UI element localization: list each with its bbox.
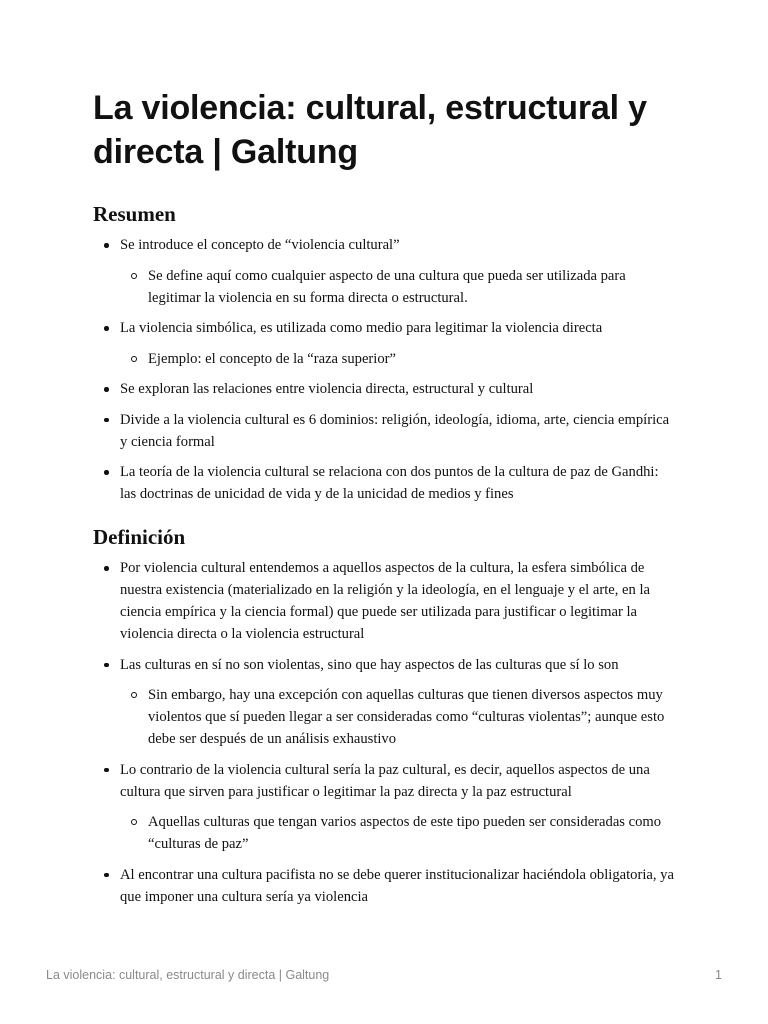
- sub-list: [120, 811, 678, 855]
- document-page: [93, 86, 678, 916]
- list-item-text: La violencia simbólica, es utilizada como medio para legitimar la violencia directa: [120, 320, 603, 336]
- document-title: La violencia: cultural, estructural y directa | Galtung: [93, 89, 647, 171]
- list-item: Se exploran las relaciones entre violencia directa, estructural y cultural: [93, 378, 678, 400]
- list-item-text: Lo contrario de la violencia cultural sería la paz cultural, es decir, aquellos aspectos de una cultura que sirven para justificar o legitimar la paz directa y la paz estructural: [120, 761, 650, 800]
- definicion-list: [93, 557, 678, 908]
- section-heading-resumen: Resumen: [93, 202, 176, 226]
- list-item: [93, 234, 678, 309]
- list-item: [93, 759, 678, 856]
- section-heading-definicion: Definición: [93, 525, 186, 549]
- sub-list: [120, 265, 678, 309]
- sub-list: [120, 348, 678, 370]
- page-number: 1: [715, 968, 722, 982]
- sub-list-item: Ejemplo: el concepto de la “raza superior”: [120, 348, 678, 370]
- sub-list-item: Sin embargo, hay una excepción con aquellas culturas que tienen diversos aspectos muy violentos que sí pueden llegar a ser consideradas como “culturas violentas”; aunque esto debe ser después de un análisis exhaustivo: [120, 684, 678, 750]
- list-item: Al encontrar una cultura pacifista no se debe querer institucionalizar haciéndola obligatoria, ya que imponer una cultura sería ya violencia: [93, 864, 678, 908]
- list-item: [93, 317, 678, 370]
- list-item-text: Las culturas en sí no son violentas, sino que hay aspectos de las culturas que sí lo son: [120, 656, 619, 673]
- list-item: La teoría de la violencia cultural se relaciona con dos puntos de la cultura de paz de Gandhi: las doctrinas de unicidad de vida y de la unicidad de medios y fines: [93, 461, 678, 505]
- footer-title: La violencia: cultural, estructural y directa | Galtung: [46, 968, 330, 982]
- sub-list-item: Aquellas culturas que tengan varios aspectos de este tipo pueden ser consideradas como “culturas de paz”: [120, 811, 678, 855]
- sub-list: [120, 684, 678, 750]
- list-item: Divide a la violencia cultural es 6 dominios: religión, ideología, idioma, arte, ciencia empírica y ciencia formal: [93, 409, 678, 453]
- list-item: [93, 654, 678, 751]
- list-item: Por violencia cultural entendemos a aquellos aspectos de la cultura, la esfera simbólica de nuestra existencia (materializado en la religión y la ideología, en el lenguaje y el arte, en la ciencia empírica y la ciencia formal) que puede ser utilizada para justificar o legitimar la violencia directa o la violencia estructural: [93, 557, 678, 645]
- sub-list-item: Se define aquí como cualquier aspecto de una cultura que pueda ser utilizada para legitimar la violencia en su forma directa o estructural.: [120, 265, 678, 309]
- list-item-text: Se introduce el concepto de “violencia cultural”: [120, 237, 400, 253]
- resumen-list: [93, 234, 678, 505]
